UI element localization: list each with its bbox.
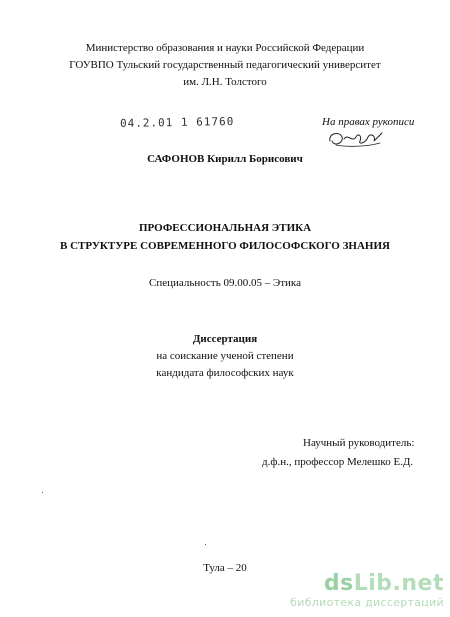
author-name: САФОНОВ Кирилл Борисович [147, 153, 303, 165]
manuscript-note: На правах рукописи [322, 116, 415, 128]
ministry-line: Министерство образования и науки Российской Федерации [85, 42, 365, 54]
university-line: ГОУВПО Тульский государственный педагогический университет [69, 59, 381, 71]
watermark-subtitle: библиотека диссертаций [290, 596, 444, 609]
title-line-2: В СТРУКТУРЕ СОВРЕМЕННОГО ФИЛОСОФСКОГО ЗНАНИЯ [60, 240, 390, 252]
handwritten-signature [326, 127, 386, 151]
watermark-logo [290, 572, 444, 596]
degree-line-2: кандидата философских наук [156, 367, 294, 379]
title-line-1: ПРОФЕССИОНАЛЬНАЯ ЭТИКА [138, 222, 312, 234]
supervisor-label: Научный руководитель: [303, 437, 415, 449]
degree-line-1: на соискание ученой степени [156, 350, 294, 362]
dissertation-heading: Диссертация [192, 333, 258, 345]
scan-speck [205, 544, 206, 545]
watermark-brand-part1: ds [323, 571, 354, 596]
university-name-line: им. Л.Н. Толстого [183, 76, 267, 88]
dslib-watermark [290, 572, 444, 609]
archive-stamp-number: 04.2.01 1 61760 [119, 115, 235, 130]
supervisor-name: д.ф.н., профессор Мелешко Е.Д. [262, 456, 414, 468]
scan-speck [42, 492, 43, 493]
place-year: Тула – 20 [203, 562, 247, 574]
specialty-line: Специальность 09.00.05 – Этика [149, 277, 301, 289]
watermark-brand-part2: Lib.net [353, 571, 444, 596]
